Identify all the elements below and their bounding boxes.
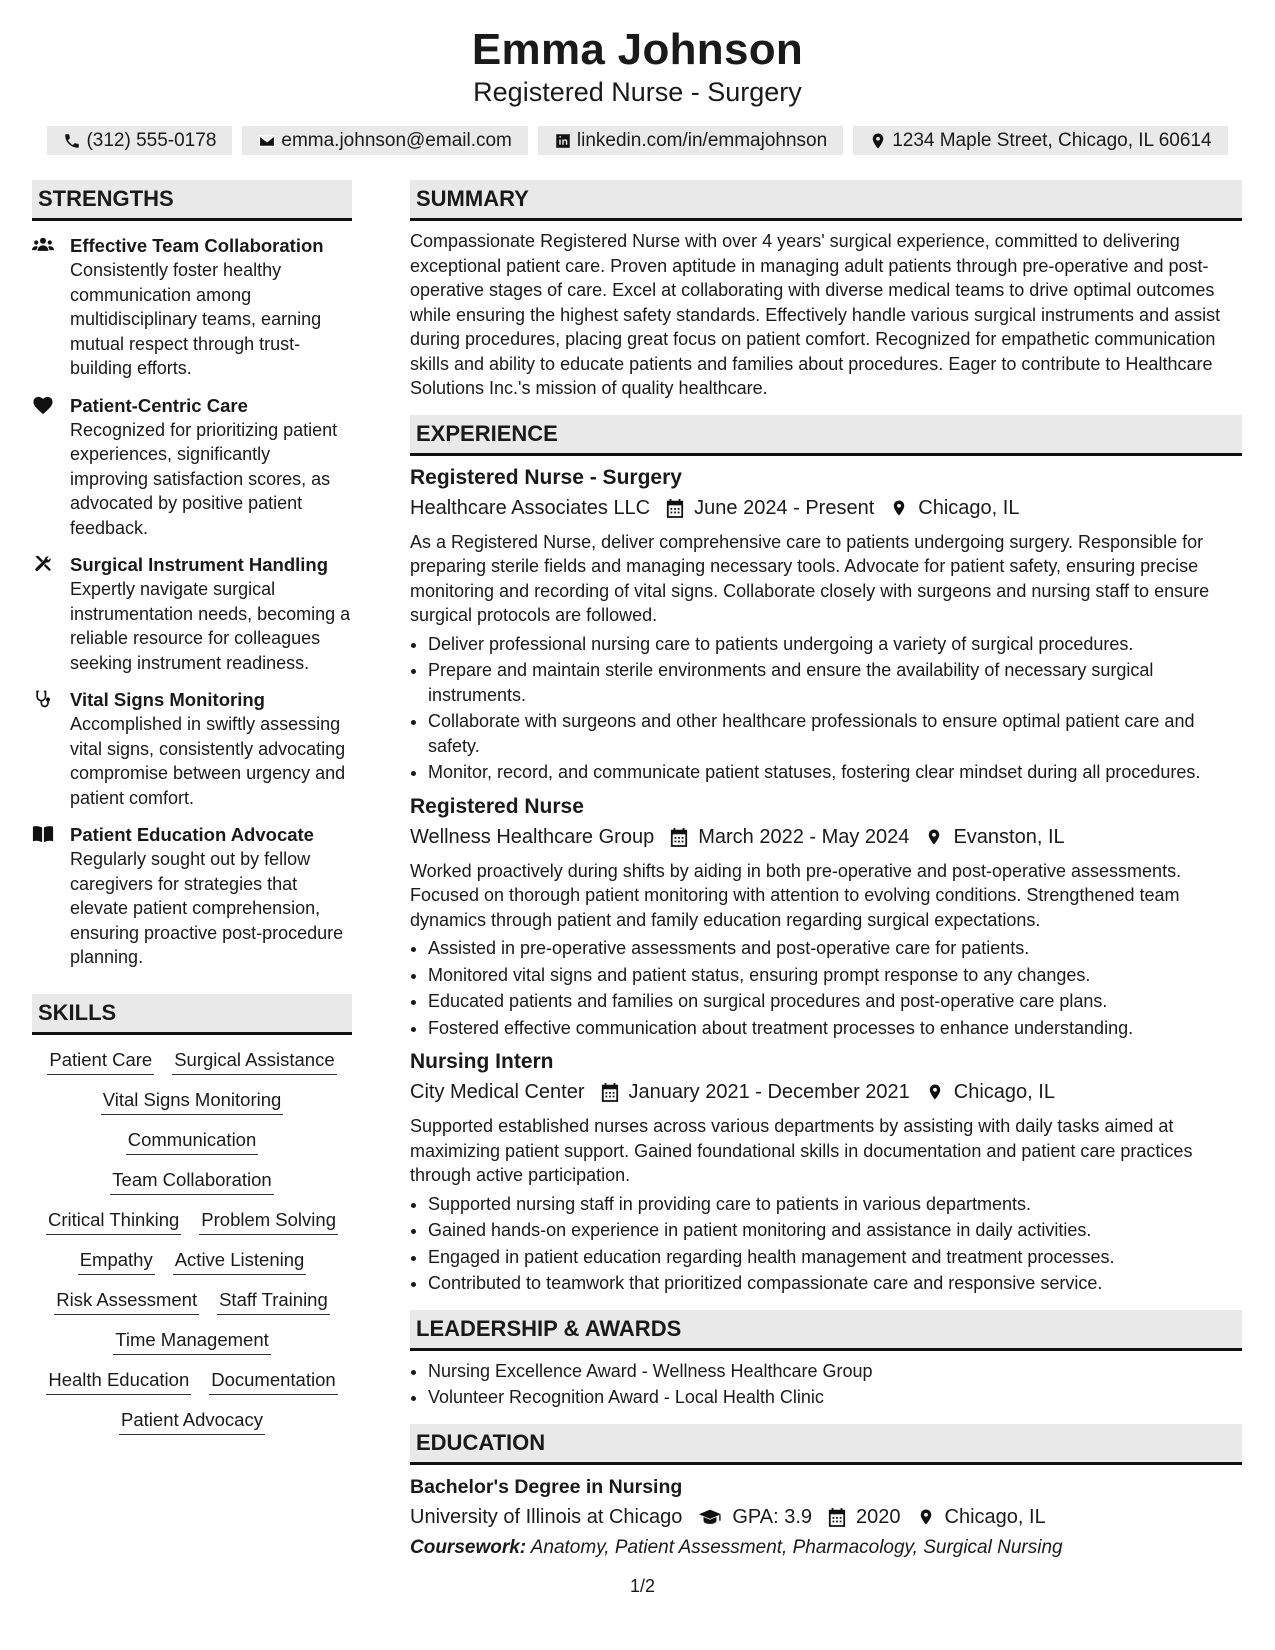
strength-desc: Accomplished in swiftly assessing vital signs, consistently advocating compromise between urgency and patient comfort. — [70, 714, 346, 808]
coursework-label: Coursework: — [410, 1536, 527, 1558]
job-role: Registered Nurse — [410, 794, 584, 818]
awards-list — [410, 1359, 1242, 1410]
resume-header — [0, 0, 1275, 155]
map-pin-icon — [890, 498, 908, 518]
job-entry — [410, 793, 1242, 1041]
job-bullets — [410, 1192, 1242, 1296]
calendar-icon — [828, 1507, 846, 1527]
heart-icon — [32, 395, 54, 415]
job-bullets — [410, 632, 1242, 785]
summary-text: Compassionate Registered Nurse with over 4 years' surgical experience, committed to delivering exceptional patient care. Proven aptitude in managing adult patients through pre-operative and post-operative stages of care. Excel at collaborating with diverse medical teams to drive optimal outcomes while ensuring the highest safety standards. Effectively handle various surgical instruments and assist during procedures, placing great focus on patient comfort. Recognized for empathetic communication skills and ability to educate patients and families about procedures. Eager to contribute to Healthcare Solutions Inc.'s mission of quality healthcare. — [410, 231, 1221, 398]
education-entry — [410, 1473, 1242, 1561]
coursework — [410, 1535, 1242, 1561]
stethoscope-icon — [32, 689, 54, 709]
map-pin-icon — [925, 827, 943, 847]
list-item: • Monitor, record, and communicate patient statuses, fostering clear mindset during all procedures. — [428, 760, 1242, 785]
list-item: • Educated patients and families on surgical procedures and post-operative care plans. — [428, 989, 1242, 1014]
linkedin-icon — [554, 132, 572, 150]
school-name: University of Illinois at Chicago — [410, 1505, 683, 1528]
skill-tag: Health Education — [46, 1368, 191, 1395]
list-item: • Engaged in patient education regarding health management and treatment processes. — [428, 1245, 1242, 1270]
graduation-cap-icon — [698, 1507, 722, 1527]
skill-tag: Communication — [126, 1128, 259, 1155]
job-meta — [410, 823, 1242, 851]
job-description: Supported established nurses across various departments by assisting with daily tasks aimed at maximizing patient support. Gained foundational skills in documentation and patient care practices through active participation. — [410, 1116, 1193, 1185]
map-pin-icon — [926, 1082, 944, 1102]
contact-phone[interactable] — [47, 126, 232, 155]
job-location: Chicago, IL — [953, 1081, 1055, 1103]
page-number: 1/2 — [630, 1576, 656, 1596]
skill-tag: Patient Care — [47, 1048, 154, 1075]
left-column — [32, 180, 352, 1435]
job-company: Wellness Healthcare Group — [410, 825, 655, 848]
candidate-name: Emma Johnson — [471, 25, 804, 74]
skill-tag: Patient Advocacy — [119, 1408, 265, 1435]
users-icon — [32, 235, 54, 255]
skill-tag: Documentation — [209, 1368, 337, 1395]
list-item: • Volunteer Recognition Award - Local Health Clinic — [428, 1385, 1242, 1410]
strength-title: Patient-Centric Care — [70, 394, 248, 416]
book-icon — [32, 824, 54, 844]
strength-desc: Recognized for prioritizing patient experiences, significantly improving satisfaction scores, as advocated by positive patient feedback. — [70, 419, 338, 538]
map-pin-icon — [917, 1507, 935, 1527]
strength-item — [32, 822, 352, 970]
address-text: 1234 Maple Street, Chicago, IL 60614 — [892, 130, 1212, 151]
phone-icon — [63, 132, 81, 150]
list-item: • Collaborate with surgeons and other healthcare professionals to ensure optimal patient care and safety. — [428, 709, 1242, 758]
strength-desc: Expertly navigate surgical instrumentation needs, becoming a reliable resource for colleagues seeking instrument readiness. — [70, 579, 351, 673]
linkedin-text: linkedin.com/in/emmajohnson — [576, 130, 828, 151]
gpa: GPA: 3.9 — [732, 1505, 813, 1528]
awards-heading: LEADERSHIP & AWARDS — [410, 1310, 1242, 1351]
strength-item — [32, 552, 352, 675]
education-heading: EDUCATION — [410, 1424, 1242, 1465]
job-location: Chicago, IL — [918, 496, 1020, 519]
contact-email[interactable] — [242, 126, 528, 155]
job-dates: March 2022 - May 2024 — [698, 825, 910, 848]
strength-item — [32, 393, 352, 541]
calendar-icon — [666, 498, 684, 518]
graduation-year: 2020 — [856, 1505, 901, 1528]
strengths-heading: STRENGTHS — [32, 180, 352, 221]
school-location: Chicago, IL — [944, 1505, 1046, 1528]
right-column — [410, 180, 1242, 1561]
job-meta — [410, 1078, 1242, 1106]
degree-title: Bachelor's Degree in Nursing — [410, 1475, 683, 1498]
job-entry — [410, 464, 1242, 785]
list-item: • Fostered effective communication about treatment processes to enhance understanding. — [428, 1016, 1242, 1041]
summary-heading: SUMMARY — [410, 180, 1242, 221]
experience-heading: EXPERIENCE — [410, 415, 1242, 456]
contact-bar — [0, 126, 1275, 155]
skill-tag: Active Listening — [173, 1248, 307, 1275]
strength-title: Patient Education Advocate — [70, 824, 314, 845]
strength-title: Effective Team Collaboration — [70, 235, 324, 256]
map-pin-icon — [869, 132, 887, 150]
job-dates: June 2024 - Present — [694, 496, 875, 519]
list-item: • Contributed to teamwork that prioritized compassionate care and responsive service. — [428, 1271, 1242, 1296]
job-company: Healthcare Associates LLC — [410, 496, 651, 519]
job-company: City Medical Center — [410, 1081, 585, 1103]
skill-tag: Staff Training — [217, 1288, 330, 1315]
job-meta — [410, 494, 1242, 522]
education-meta — [410, 1503, 1242, 1531]
calendar-icon — [601, 1082, 619, 1102]
skill-tag: Risk Assessment — [54, 1288, 199, 1315]
job-role: Nursing Intern — [410, 1050, 554, 1073]
skills-heading: SKILLS — [32, 994, 352, 1035]
contact-linkedin[interactable] — [538, 126, 843, 155]
skill-tag: Problem Solving — [199, 1208, 338, 1235]
strength-desc: Consistently foster healthy communication among multidisciplinary teams, earning mutual respect through trust-building efforts. — [70, 260, 322, 378]
strength-desc: Regularly sought out by fellow caregivers for strategies that elevate patient comprehension, ensuring proactive post-procedure planning. — [70, 849, 344, 967]
skill-tag: Surgical Assistance — [172, 1048, 336, 1075]
envelope-icon — [258, 132, 276, 150]
job-description: Worked proactively during shifts by aiding in both pre-operative and post-operative assessments. Focused on thorough patient monitoring with attention to evolving conditions. Strengthened team dynamics through patient and family education regarding surgical expectations. — [410, 860, 1182, 930]
job-dates: January 2021 - December 2021 — [628, 1081, 910, 1103]
contact-address — [853, 126, 1227, 155]
candidate-title: Registered Nurse - Surgery — [473, 77, 802, 107]
list-item: • Prepare and maintain sterile environments and ensure the availability of necessary surgical instruments. — [428, 658, 1242, 707]
tools-icon — [32, 554, 54, 574]
strength-item — [32, 687, 352, 810]
skill-tag: Vital Signs Monitoring — [101, 1088, 284, 1115]
skill-tag: Critical Thinking — [46, 1208, 181, 1235]
strength-item — [32, 233, 352, 381]
job-entry — [410, 1048, 1242, 1296]
strength-title: Vital Signs Monitoring — [70, 689, 265, 710]
skills-list — [32, 1048, 352, 1435]
list-item: • Deliver professional nursing care to patients undergoing a variety of surgical procedures. — [428, 632, 1242, 657]
phone-text: (312) 555-0178 — [86, 130, 217, 151]
job-bullets — [410, 936, 1242, 1040]
list-item: • Nursing Excellence Award - Wellness Healthcare Group — [428, 1359, 1242, 1384]
list-item: • Assisted in pre-operative assessments and post-operative care for patients. — [428, 936, 1242, 961]
email-text: emma.johnson@email.com — [281, 130, 512, 151]
list-item: • Supported nursing staff in providing care to patients in various departments. — [428, 1192, 1242, 1217]
skill-tag: Empathy — [78, 1248, 155, 1275]
skill-tag: Time Management — [113, 1328, 271, 1355]
list-item: • Gained hands-on experience in patient monitoring and assistance in daily activities. — [428, 1218, 1242, 1243]
strength-title: Surgical Instrument Handling — [70, 554, 328, 575]
skill-tag: Team Collaboration — [110, 1168, 273, 1195]
job-description: As a Registered Nurse, deliver comprehensive care to patients undergoing surgery. Responsible for preparing sterile fields and managing necessary tools. Advocate for patient safety, ensuring precise monitoring and recording of vital signs. Collaborate closely with surgeons and nursing staff to ensure surgical protocols are followed. — [410, 531, 1210, 625]
list-item: • Monitored vital signs and patient status, ensuring prompt response to any changes. — [428, 963, 1242, 988]
calendar-icon — [670, 827, 688, 847]
job-location: Evanston, IL — [953, 825, 1065, 848]
coursework-list: Anatomy, Patient Assessment, Pharmacology, Surgical Nursing — [530, 1536, 1063, 1558]
job-role: Registered Nurse - Surgery — [410, 465, 682, 489]
